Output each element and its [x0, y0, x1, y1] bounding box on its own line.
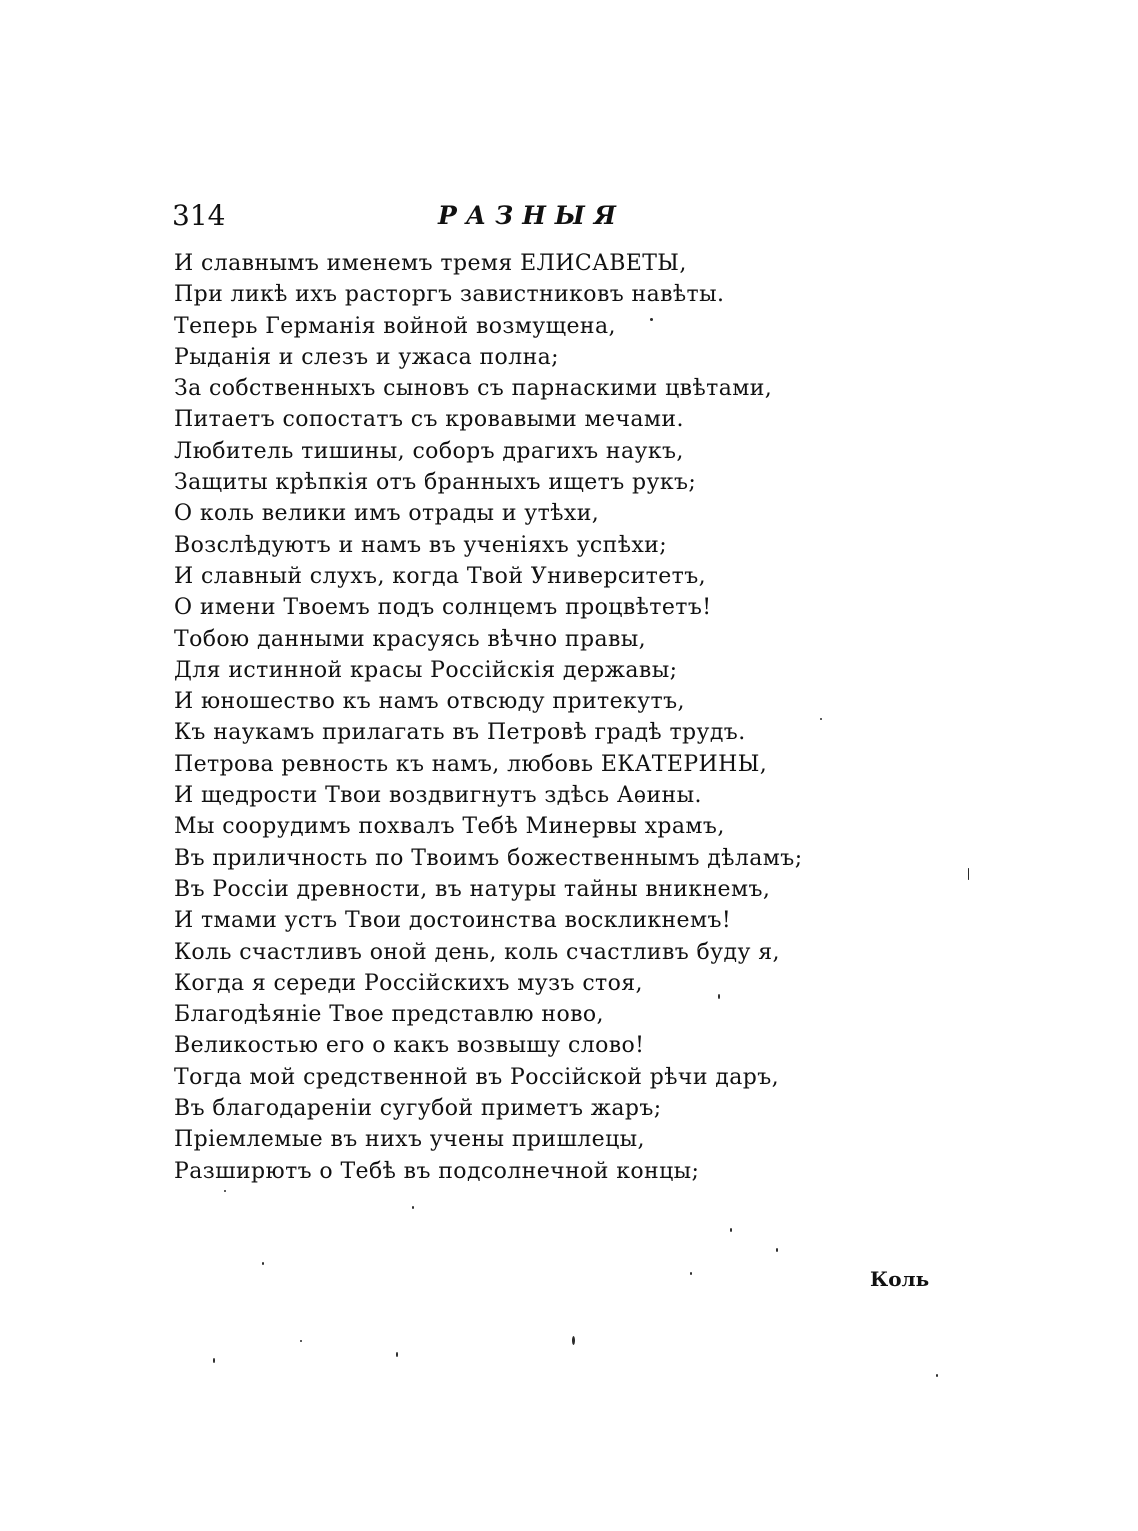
scan-speck	[300, 1340, 302, 1342]
verse-line: За собственныхъ сыновъ съ парнаскими цвѣтами,	[174, 376, 773, 402]
scan-speck	[936, 1374, 938, 1377]
catchword: Коль	[870, 1267, 930, 1291]
verse-line: Коль счастливъ оной день, коль счастливъ буду я,	[174, 939, 780, 965]
scan-speck	[968, 868, 969, 880]
scan-speck	[396, 1352, 398, 1357]
verse-line: Когда я середи Россійскихъ музъ стоя,	[174, 970, 643, 996]
verse-line: И славнымъ именемъ тремя ЕЛИСАВЕТЫ,	[174, 251, 687, 276]
verse-line: О коль велики имъ отрады и утѣхи,	[174, 501, 600, 527]
scan-speck	[572, 1336, 575, 1345]
verse-line: Любитель тишины, соборъ драгихъ наукъ,	[174, 438, 684, 464]
verse-line: Въ приличность по Твоимъ божественнымъ дѣламъ;	[174, 845, 803, 871]
verse-line: Къ наукамъ прилагать въ Петровѣ градѣ трудъ.	[174, 720, 746, 746]
verse-line: И щедрости Твои воздвигнутъ здѣсь Аѳины.	[174, 783, 702, 809]
verse-line: Благодѣяніе Твое представлю ново,	[174, 1002, 604, 1028]
verse-line: Рыданія и слезъ и ужаса полна;	[174, 344, 559, 370]
verse-line: Разширютъ о Тебѣ въ подсолнечной концы;	[174, 1158, 700, 1184]
verse-line: И тмами устъ Твои достоинства воскликнемъ!	[174, 908, 732, 934]
scan-speck	[213, 1358, 215, 1363]
verse-line: Возслѣдуютъ и намъ въ ученіяхъ успѣхи;	[174, 532, 668, 558]
scan-speck	[650, 318, 653, 321]
verse-line: И юношество къ намъ отвсюду притекутъ,	[174, 689, 685, 715]
scan-speck	[690, 1272, 692, 1275]
verse-block	[174, 248, 814, 1187]
verse-line: Въ Россіи древности, въ натуры тайны вникнемъ,	[174, 876, 771, 902]
verse-line: Для истинной красы Россійскія державы;	[174, 657, 678, 683]
verse-line: Петрова ревность къ намъ, любовь ЕКАТЕРИНЫ,	[174, 751, 768, 777]
verse-line: Тогда мой средственной въ Россійской рѣчи даръ,	[174, 1064, 780, 1090]
scan-speck	[730, 1228, 732, 1232]
verse-line: И славный слухъ, когда Твой Университетъ,	[174, 563, 707, 589]
verse-line: О имени Твоемъ подъ солнцемъ процвѣтетъ!	[174, 595, 712, 621]
verse-line: Въ благодареніи сугубой приметъ жаръ;	[174, 1096, 662, 1122]
page-number: 314	[172, 199, 226, 232]
verse-line: Теперь Германія войной возмущена,	[174, 313, 616, 339]
scan-speck	[262, 1262, 264, 1265]
running-head: РАЗНЫЯ	[438, 201, 625, 230]
scan-speck	[224, 1190, 226, 1192]
verse-line: Защиты крѣпкія отъ бранныхъ ищетъ рукъ;	[174, 470, 697, 496]
verse-line: При ликѣ ихъ расторгъ завистниковъ навѣты.	[174, 282, 725, 308]
verse-line: Тобою данными красуясь вѣчно правы,	[174, 626, 647, 652]
scan-speck	[412, 1206, 414, 1209]
scan-speck	[776, 1248, 778, 1252]
verse-line: Пріемлемые въ нихъ учены пришлецы,	[174, 1127, 645, 1153]
verse-line: Великостью его о какъ возвышу слово!	[174, 1033, 645, 1059]
verse-line: Мы соорудимъ похвалъ Тебѣ Минервы храмъ,	[174, 814, 725, 840]
scan-speck	[820, 718, 822, 720]
verse-line: Питаетъ сопостатъ съ кровавыми мечами.	[174, 407, 684, 433]
scan-speck	[718, 994, 720, 999]
